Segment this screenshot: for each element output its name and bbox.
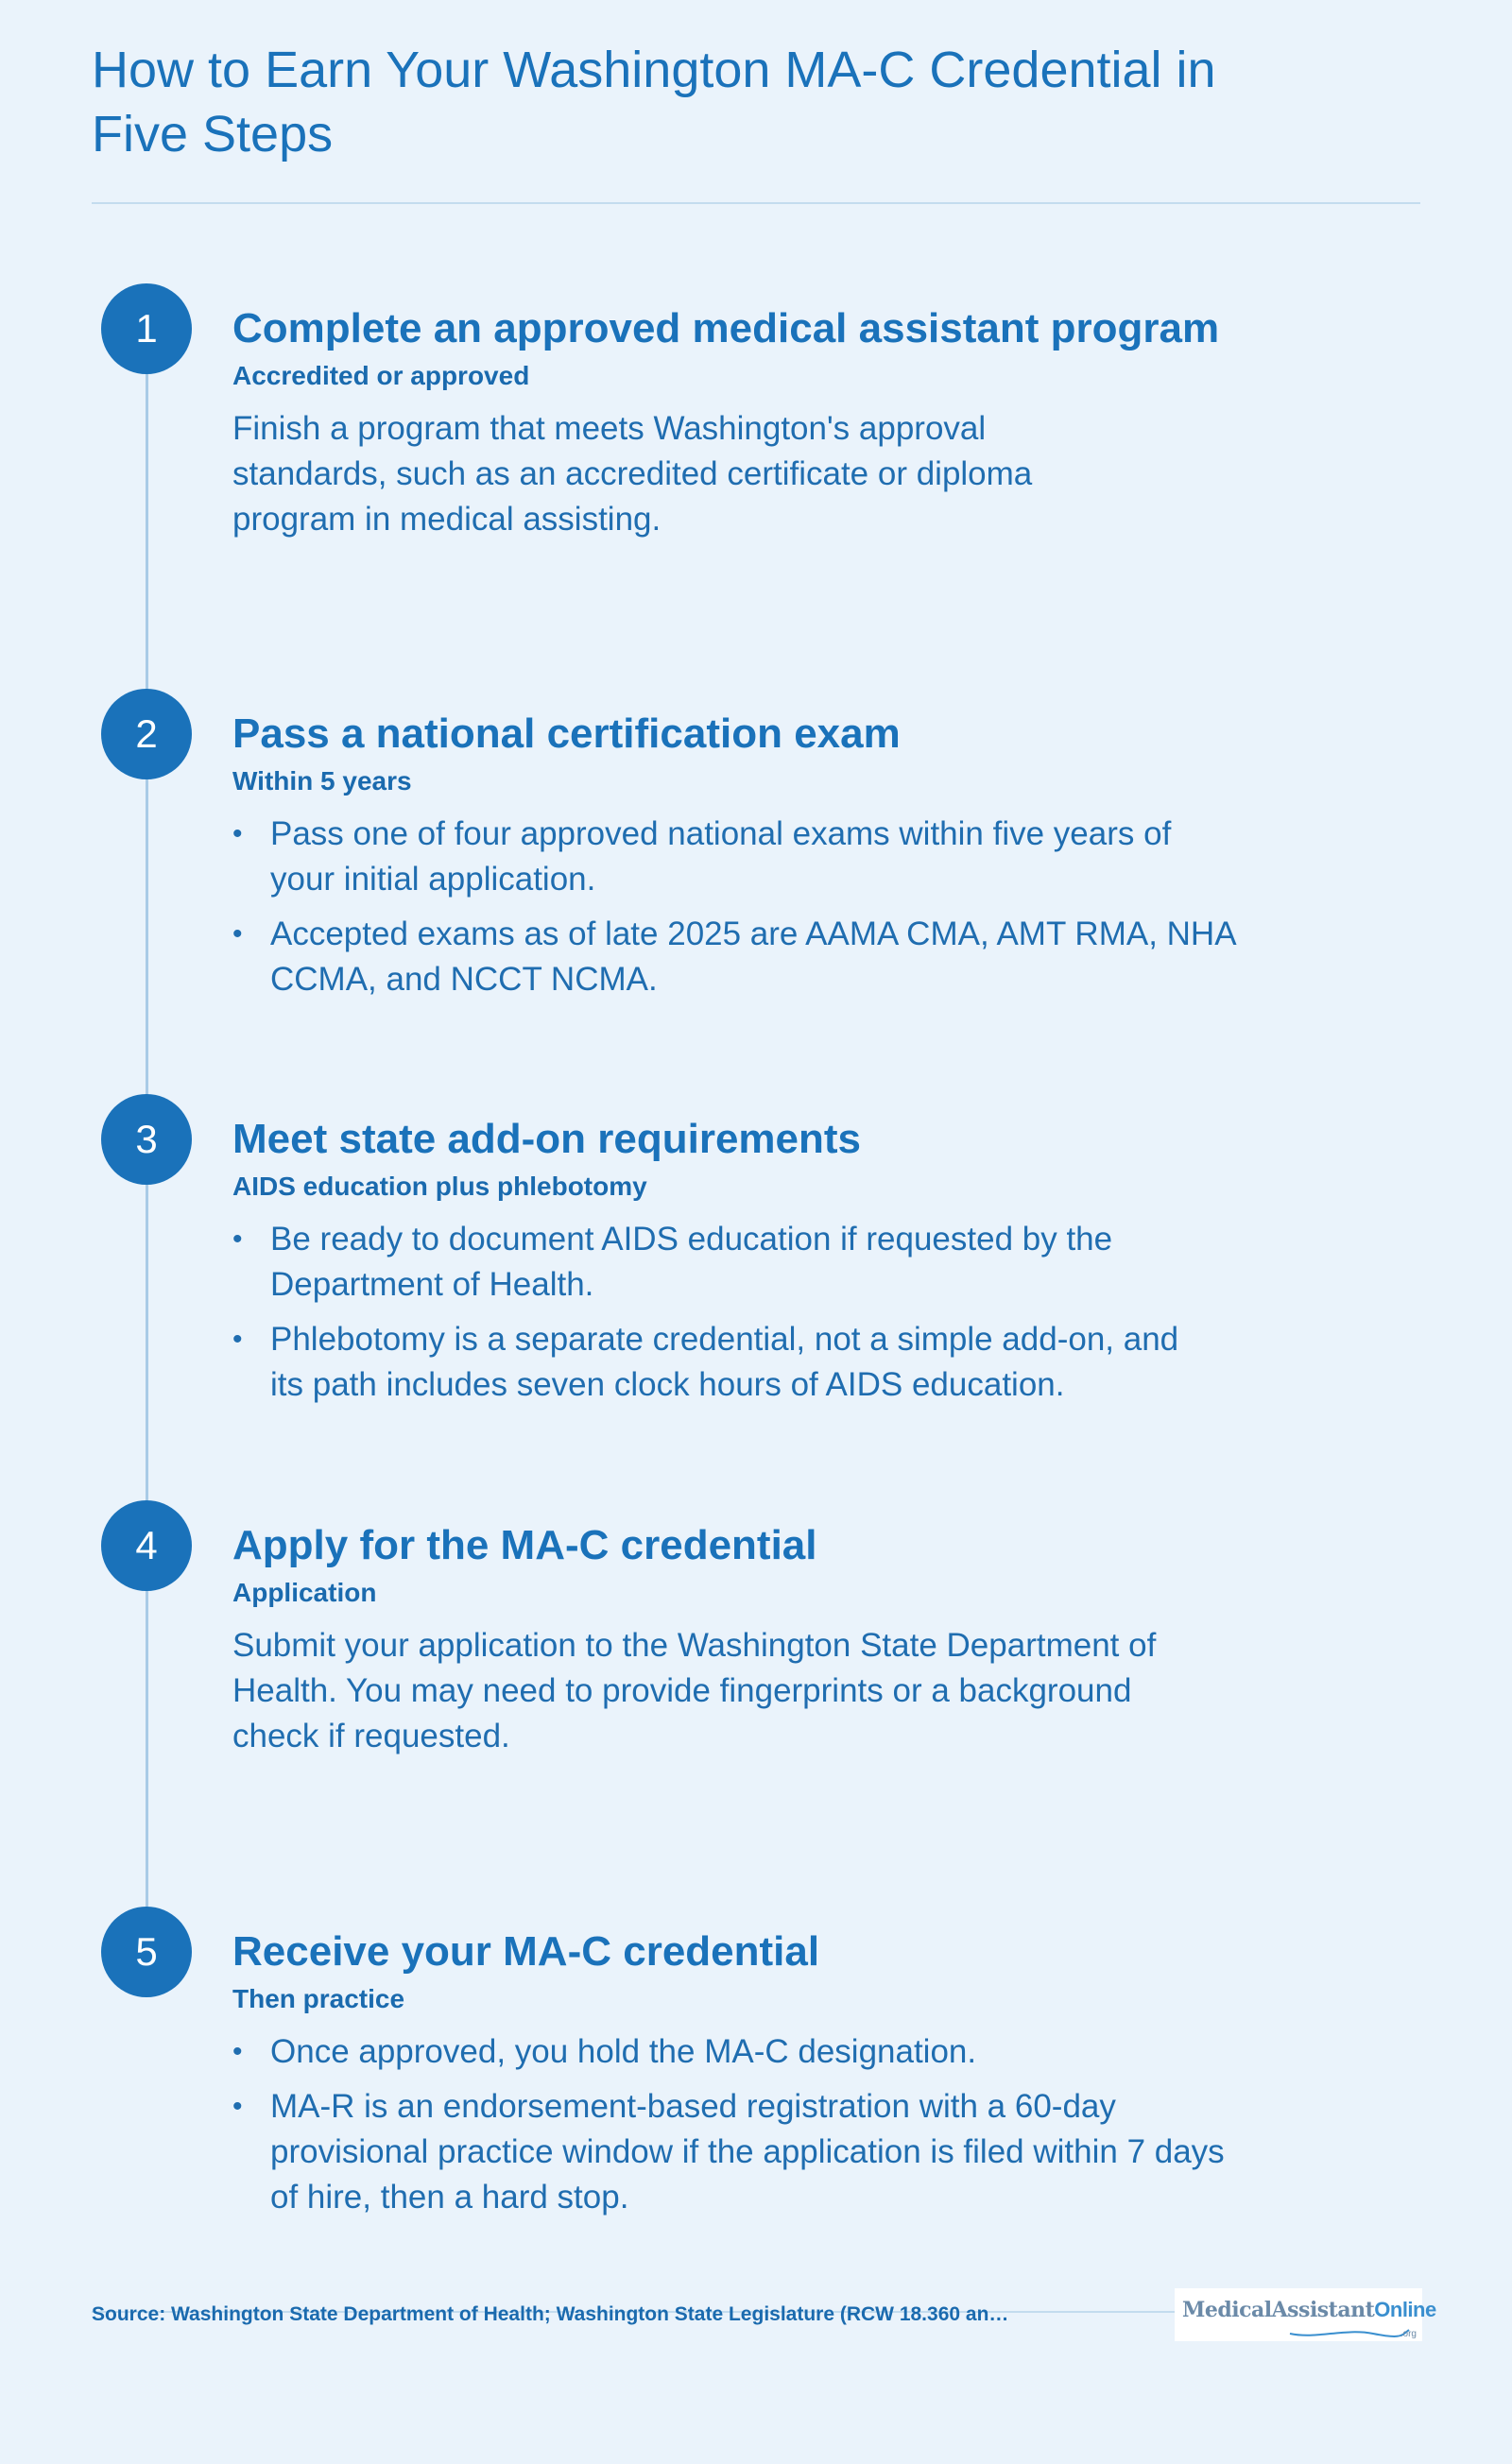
list-item (232, 912, 1253, 1002)
step-number-badge: 3 (101, 1094, 192, 1185)
list-item (232, 1217, 1244, 1308)
site-logo[interactable] (1175, 2288, 1436, 2341)
list-item (232, 2084, 1234, 2220)
bullet-list (232, 2029, 1225, 2220)
step-subtitle: AIDS education plus phlebotomy (232, 1172, 647, 1201)
list-item-text: Be ready to document AIDS education if requested by the Department of Health. (270, 1221, 1113, 1303)
logo-domain: .org (1400, 2329, 1417, 2339)
step-title: Complete an approved medical assistant program (232, 305, 1220, 351)
top-divider (92, 202, 1420, 204)
step-number-badge: 2 (101, 689, 192, 779)
step-subtitle: Within 5 years (232, 766, 412, 796)
list-item-text: Phlebotomy is a separate credential, not a simple add-on, and its path includes seven clock hours of AIDS education. (270, 1321, 1179, 1403)
logo-text-main: MedicalAssistant (1182, 2298, 1375, 2322)
list-item-text: MA-R is an endorsement-based registration with a 60-day provisional practice window if the application is filed within 7 days of hire, then a hard stop. (270, 2088, 1225, 2216)
step-title: Apply for the MA-C credential (232, 1522, 817, 1568)
source-note: Source: Washington State Department of Health; Washington State Legislature (RCW 18.360 an… (92, 2303, 1009, 2325)
step-subtitle: Then practice (232, 1984, 405, 2013)
bullet-icon: • (232, 918, 243, 950)
list-item (232, 1317, 1215, 1408)
step-title: Meet state add-on requirements (232, 1116, 862, 1162)
step-body (232, 1217, 1225, 1417)
list-item (232, 812, 1177, 902)
bullet-icon: • (232, 2091, 243, 2122)
bullet-icon: • (232, 818, 243, 849)
step-body (232, 1623, 1225, 1759)
list-item-text: Pass one of four approved national exams within five years of your initial application. (270, 815, 1172, 898)
page-title: How to Earn Your Washington MA-C Credential in Five Steps (92, 42, 1216, 163)
step-paragraph: Submit your application to the Washington State Department of Health. You may need to provide fingerprints or a background check if requested. (232, 1627, 1157, 1754)
bullet-icon: • (232, 1324, 243, 1355)
step-subtitle: Accredited or approved (232, 361, 530, 390)
bullet-icon: • (232, 1223, 243, 1255)
step-number-badge: 5 (101, 1907, 192, 1997)
list-item (232, 2029, 1215, 2075)
step-body (232, 406, 1177, 542)
step-number-badge: 4 (101, 1500, 192, 1591)
step-paragraph: Finish a program that meets Washington's approval standards, such as an accredited certificate or diploma program in medical assisting. (232, 410, 1033, 538)
step-body (232, 812, 1235, 1012)
bullet-list (232, 1217, 1225, 1408)
step-body (232, 2029, 1225, 2230)
step-subtitle: Application (232, 1578, 377, 1607)
list-item-text: Accepted exams as of late 2025 are AAMA CMA, AMT RMA, NHA CCMA, and NCCT NCMA. (270, 915, 1235, 998)
bullet-icon: • (232, 2036, 243, 2067)
step-title: Receive your MA-C credential (232, 1928, 820, 1975)
stethoscope-icon (1288, 2326, 1411, 2339)
list-item-text: Once approved, you hold the MA-C designation. (270, 2033, 977, 2070)
logo-text (1182, 2298, 1436, 2322)
step-number-badge: 1 (101, 283, 192, 374)
logo-text-online: Online (1374, 2298, 1436, 2321)
step-title: Pass a national certification exam (232, 710, 901, 757)
bullet-list (232, 812, 1235, 1002)
